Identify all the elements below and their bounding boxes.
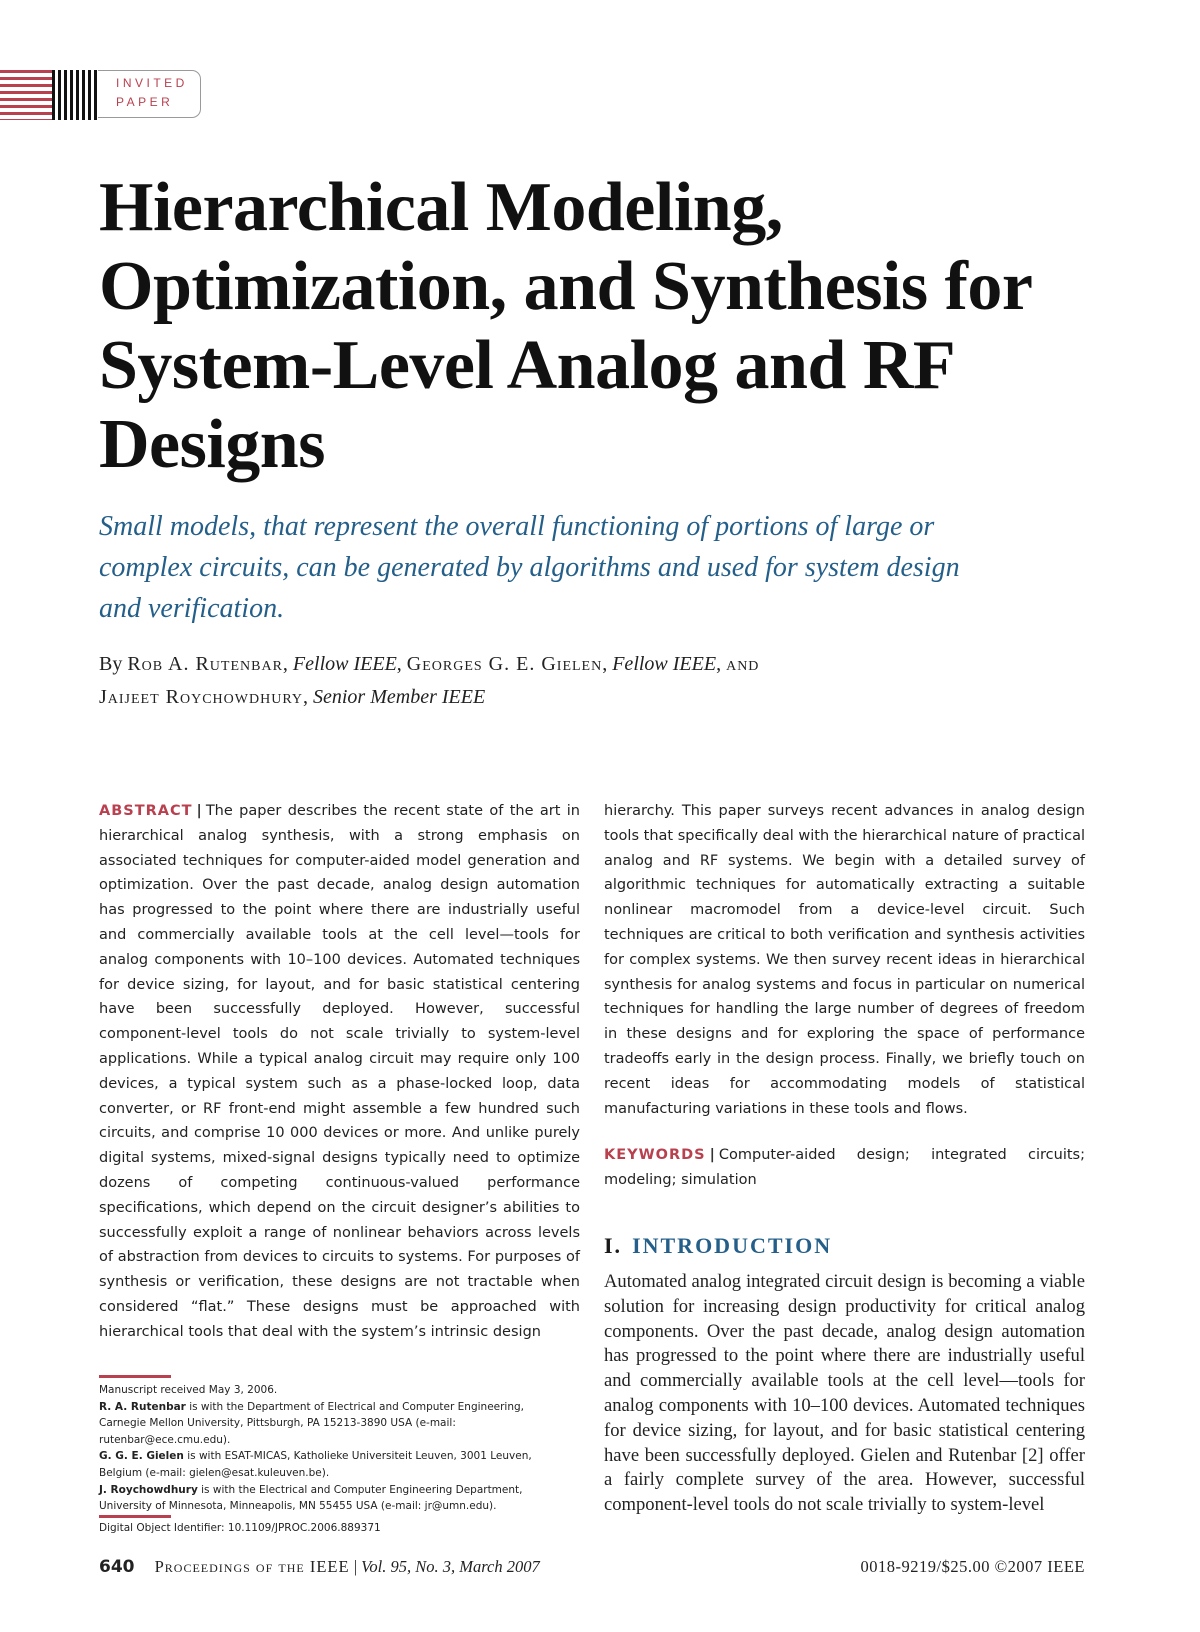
footnote-affiliation: J. Roychowdhury is with the Electrical and Computer Engineering Department, University of Minnesota, Minneapolis, MN 55455 USA (e-mail: jr@umn.edu).	[99, 1483, 523, 1513]
section-title: INTRODUCTION	[632, 1233, 833, 1258]
abstract-label: ABSTRACT	[99, 803, 193, 819]
doi-divider	[99, 1515, 171, 1518]
author-role: Fellow IEEE	[612, 653, 717, 675]
badge-bars-decoration	[52, 70, 98, 120]
byline-by: By	[99, 653, 123, 675]
author-byline: By Rob A. Rutenbar, Fellow IEEE, Georges G. E. Gielen, Fellow IEEE, and Jaijeet Roychowdhury, Senior Member IEEE	[99, 653, 760, 708]
keywords-block	[604, 1143, 1085, 1193]
footnote-affiliation: R. A. Rutenbar is with the Department of Electrical and Computer Engineering, Carnegie Mellon University, Pittsburgh, PA 15213-3890 USA (e-mail: rutenbar@ece.cmu.edu).	[99, 1400, 525, 1446]
footnotes	[99, 1382, 569, 1515]
page-footer	[99, 1557, 1085, 1577]
paper-title: Hierarchical Modeling, Optimization, and Synthesis for System-Level Analog and RF Designs	[99, 169, 1032, 483]
copyright: 0018-9219/$25.00 ©2007 IEEE	[860, 1557, 1085, 1576]
badge-line-paper: PAPER	[116, 95, 174, 109]
keywords-label: KEYWORDS	[604, 1147, 706, 1164]
author-role: Fellow IEEE	[292, 653, 397, 675]
badge-line-invited: INVITED	[116, 76, 188, 90]
invited-paper-badge	[0, 70, 202, 120]
author-role: Senior Member IEEE	[313, 686, 486, 708]
volume-info: Vol. 95, No. 3, March 2007	[361, 1557, 540, 1576]
badge-stripes-decoration	[0, 70, 52, 120]
byline-and: and	[726, 653, 760, 675]
author-name: Jaijeet Roychowdhury	[99, 686, 303, 708]
keywords-text: Computer-aided design; integrated circuits; modeling; simulation	[604, 1147, 1085, 1189]
keywords-separator: |	[709, 1147, 715, 1164]
author-name: Rob A. Rutenbar	[127, 653, 283, 675]
footer-separator: |	[353, 1557, 358, 1576]
abstract-text-left: The paper describes the recent state of the art in hierarchical analog synthesis, with a strong emphasis on associated techniques for computer-aided model generation and optimization. Over the past decade, analog design automation has progressed to the point where there are industrially useful and commercially available tools at the cell level—tools for analog components with 10–100 devices. Automated techniques for device sizing, for layout, and for basic statistical centering have been successfully deployed. However, successful component-level tools do not scale trivially to system-level applications. While a typical analog circuit may require only 100 devices, a typical system such as a phase-locked loop, data converter, or RF front-end might assemble a few hundred such circuits, and comprise 10 000 devices or more. And unlike purely digital systems, mixed-signal designs typically need to optimize dozens of competing continuous-valued performance specifications, which depend on the circuit designer’s abilities to successfully exploit a range of nonlinear behaviors across levels of abstraction from devices to circuits to systems. For purposes of synthesis or verification, these designs are not tractable when considered “flat.” These designs must be approached with hierarchical tools that deal with the system’s intrinsic design	[99, 803, 580, 1340]
doi: Digital Object Identifier: 10.1109/JPROC.2006.889371	[99, 1522, 381, 1534]
abstract-text-right: hierarchy. This paper surveys recent advances in analog design tools that specifically deal with the hierarchical nature of practical analog and RF systems. We begin with a detailed survey of algorithmic techniques for automatically extracting a suitable nonlinear macromodel from a device-level circuit. Such techniques are critical to both verification and synthesis activities for complex systems. We then survey recent ideas in hierarchical synthesis for analog systems and focus in particular on numerical techniques for handling the large number of degrees of freedom in these designs and for exploring the space of performance tradeoffs early in the design process. Finally, we briefly touch on recent ideas for accommodating models of statistical manufacturing variations in these tools and flows.	[604, 803, 1085, 1117]
footnote-affiliation: G. G. E. Gielen is with ESAT-MICAS, Katholieke Universiteit Leuven, 3001 Leuven, Belgium (e-mail: gielen@esat.kuleuven.be).	[99, 1450, 532, 1479]
abstract-separator: |	[196, 803, 202, 819]
section-heading	[604, 1233, 1085, 1259]
footnote-divider	[99, 1375, 171, 1378]
footnote-received: Manuscript received May 3, 2006.	[99, 1384, 278, 1396]
paper-subtitle: Small models, that represent the overall functioning of portions of large or complex circuits, can be generated by algorithms and used for system design and verification.	[99, 511, 960, 624]
intro-paragraph: Automated analog integrated circuit design is becoming a viable solution for increasing design productivity for critical analog components. Over the past decade, analog design automation has progressed to the point where there are industrially useful and commercially available tools at the cell level—tools for analog components with 10–100 devices. Automated techniques for device sizing, for layout, and for basic statistical centering have been successfully deployed. Gielen and Rutenbar [2] offer a fairly complete survey of the area. However, successful component-level tools do not scale trivially to system-level	[604, 1271, 1085, 1516]
abstract-column-left	[99, 799, 580, 1345]
author-name: Georges G. E. Gielen	[406, 653, 603, 675]
journal-name: Proceedings of the IEEE	[154, 1557, 350, 1576]
section-number: I.	[604, 1233, 623, 1258]
page-number: 640	[99, 1557, 135, 1577]
abstract-column-right	[604, 799, 1085, 1193]
